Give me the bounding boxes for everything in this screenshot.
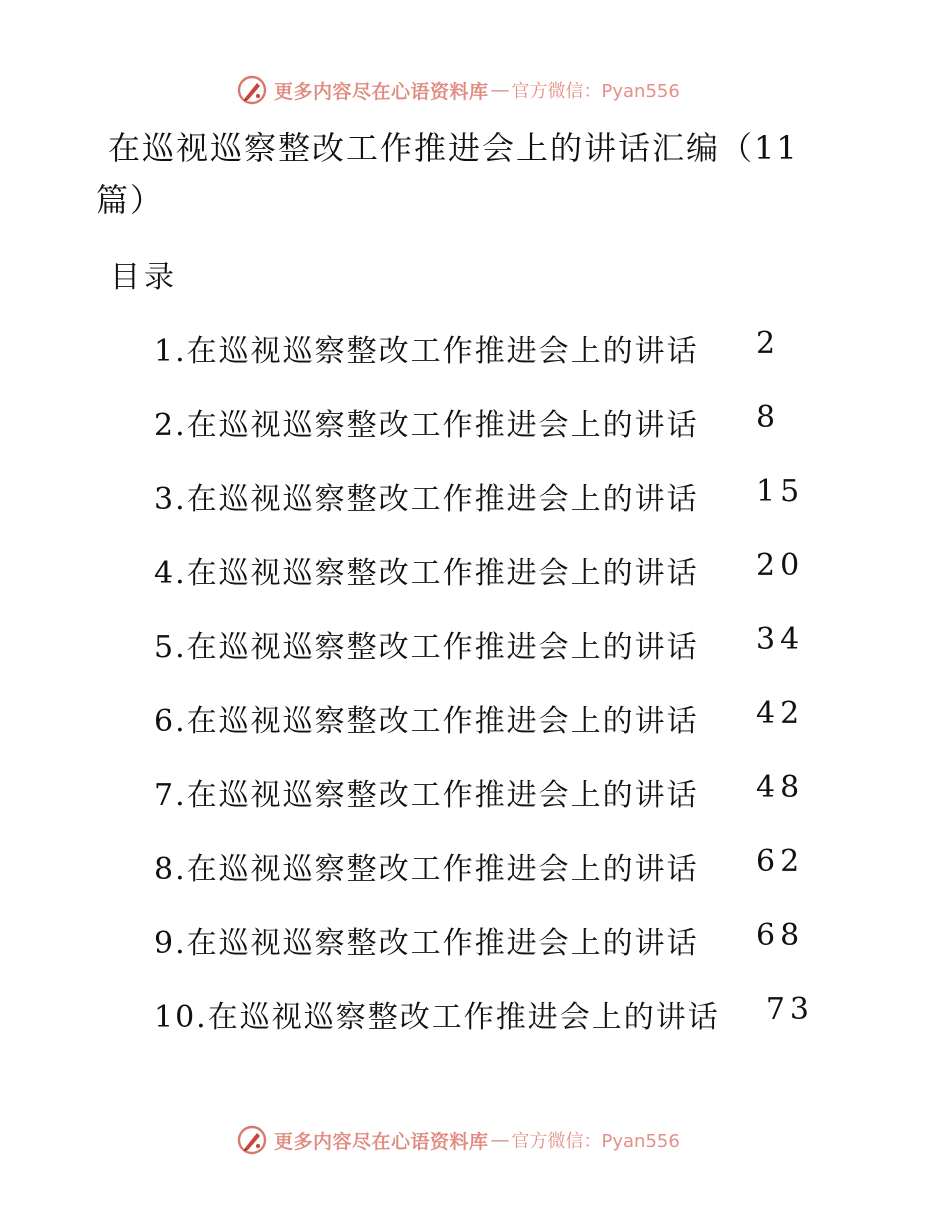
- pen-logo-icon: [236, 74, 268, 106]
- toc-item-label: 9.在巡视巡察整改工作推进会上的讲话: [154, 926, 699, 961]
- table-of-contents: [154, 326, 814, 1066]
- watermark-text: 更多内容尽在心语资料库: [274, 80, 489, 103]
- toc-item[interactable]: [154, 622, 814, 696]
- footer-watermark: [236, 1122, 756, 1158]
- toc-item-label: 6.在巡视巡察整改工作推进会上的讲话: [154, 704, 699, 739]
- toc-heading: 目录: [110, 260, 178, 295]
- toc-item[interactable]: [154, 696, 814, 770]
- toc-item[interactable]: [154, 992, 814, 1066]
- watermark-dash: —: [490, 79, 510, 101]
- toc-item[interactable]: [154, 844, 814, 918]
- toc-item-label: 10.在巡视巡察整改工作推进会上的讲话: [154, 1000, 720, 1035]
- header-watermark: [236, 72, 756, 108]
- toc-item-page: 2: [756, 326, 781, 361]
- toc-item[interactable]: [154, 474, 814, 548]
- toc-item[interactable]: [154, 326, 814, 400]
- toc-item[interactable]: [154, 918, 814, 992]
- toc-item-page: 48: [756, 770, 805, 805]
- toc-item-page: 62: [756, 844, 805, 879]
- toc-item-page: 20: [756, 548, 805, 583]
- toc-item-label: 1.在巡视巡察整改工作推进会上的讲话: [154, 334, 699, 369]
- watermark-wechat: 官方微信：Pyan556: [511, 1131, 680, 1152]
- toc-item-label: 5.在巡视巡察整改工作推进会上的讲话: [154, 630, 699, 665]
- toc-item-label: 2.在巡视巡察整改工作推进会上的讲话: [154, 408, 699, 443]
- toc-item-page: 34: [756, 622, 805, 657]
- watermark-wechat: 官方微信：Pyan556: [511, 81, 680, 102]
- toc-item-label: 8.在巡视巡察整改工作推进会上的讲话: [154, 852, 699, 887]
- toc-item-page: 15: [756, 474, 805, 509]
- toc-item-label: 4.在巡视巡察整改工作推进会上的讲话: [154, 556, 699, 591]
- toc-item[interactable]: [154, 548, 814, 622]
- toc-item-page: 73: [765, 992, 814, 1027]
- watermark-dash: —: [490, 1129, 510, 1151]
- toc-item-page: 68: [756, 918, 805, 953]
- toc-item[interactable]: [154, 770, 814, 844]
- watermark-text: 更多内容尽在心语资料库: [274, 1130, 489, 1153]
- toc-item-page: 8: [756, 400, 781, 435]
- toc-item-label: 3.在巡视巡察整改工作推进会上的讲话: [154, 482, 699, 517]
- document-title: 在巡视巡察整改工作推进会上的讲话汇编（11篇）: [96, 129, 799, 219]
- toc-item[interactable]: [154, 400, 814, 474]
- toc-item-page: 42: [756, 696, 805, 731]
- toc-item-label: 7.在巡视巡察整改工作推进会上的讲话: [154, 778, 699, 813]
- pen-logo-icon: [236, 1124, 268, 1156]
